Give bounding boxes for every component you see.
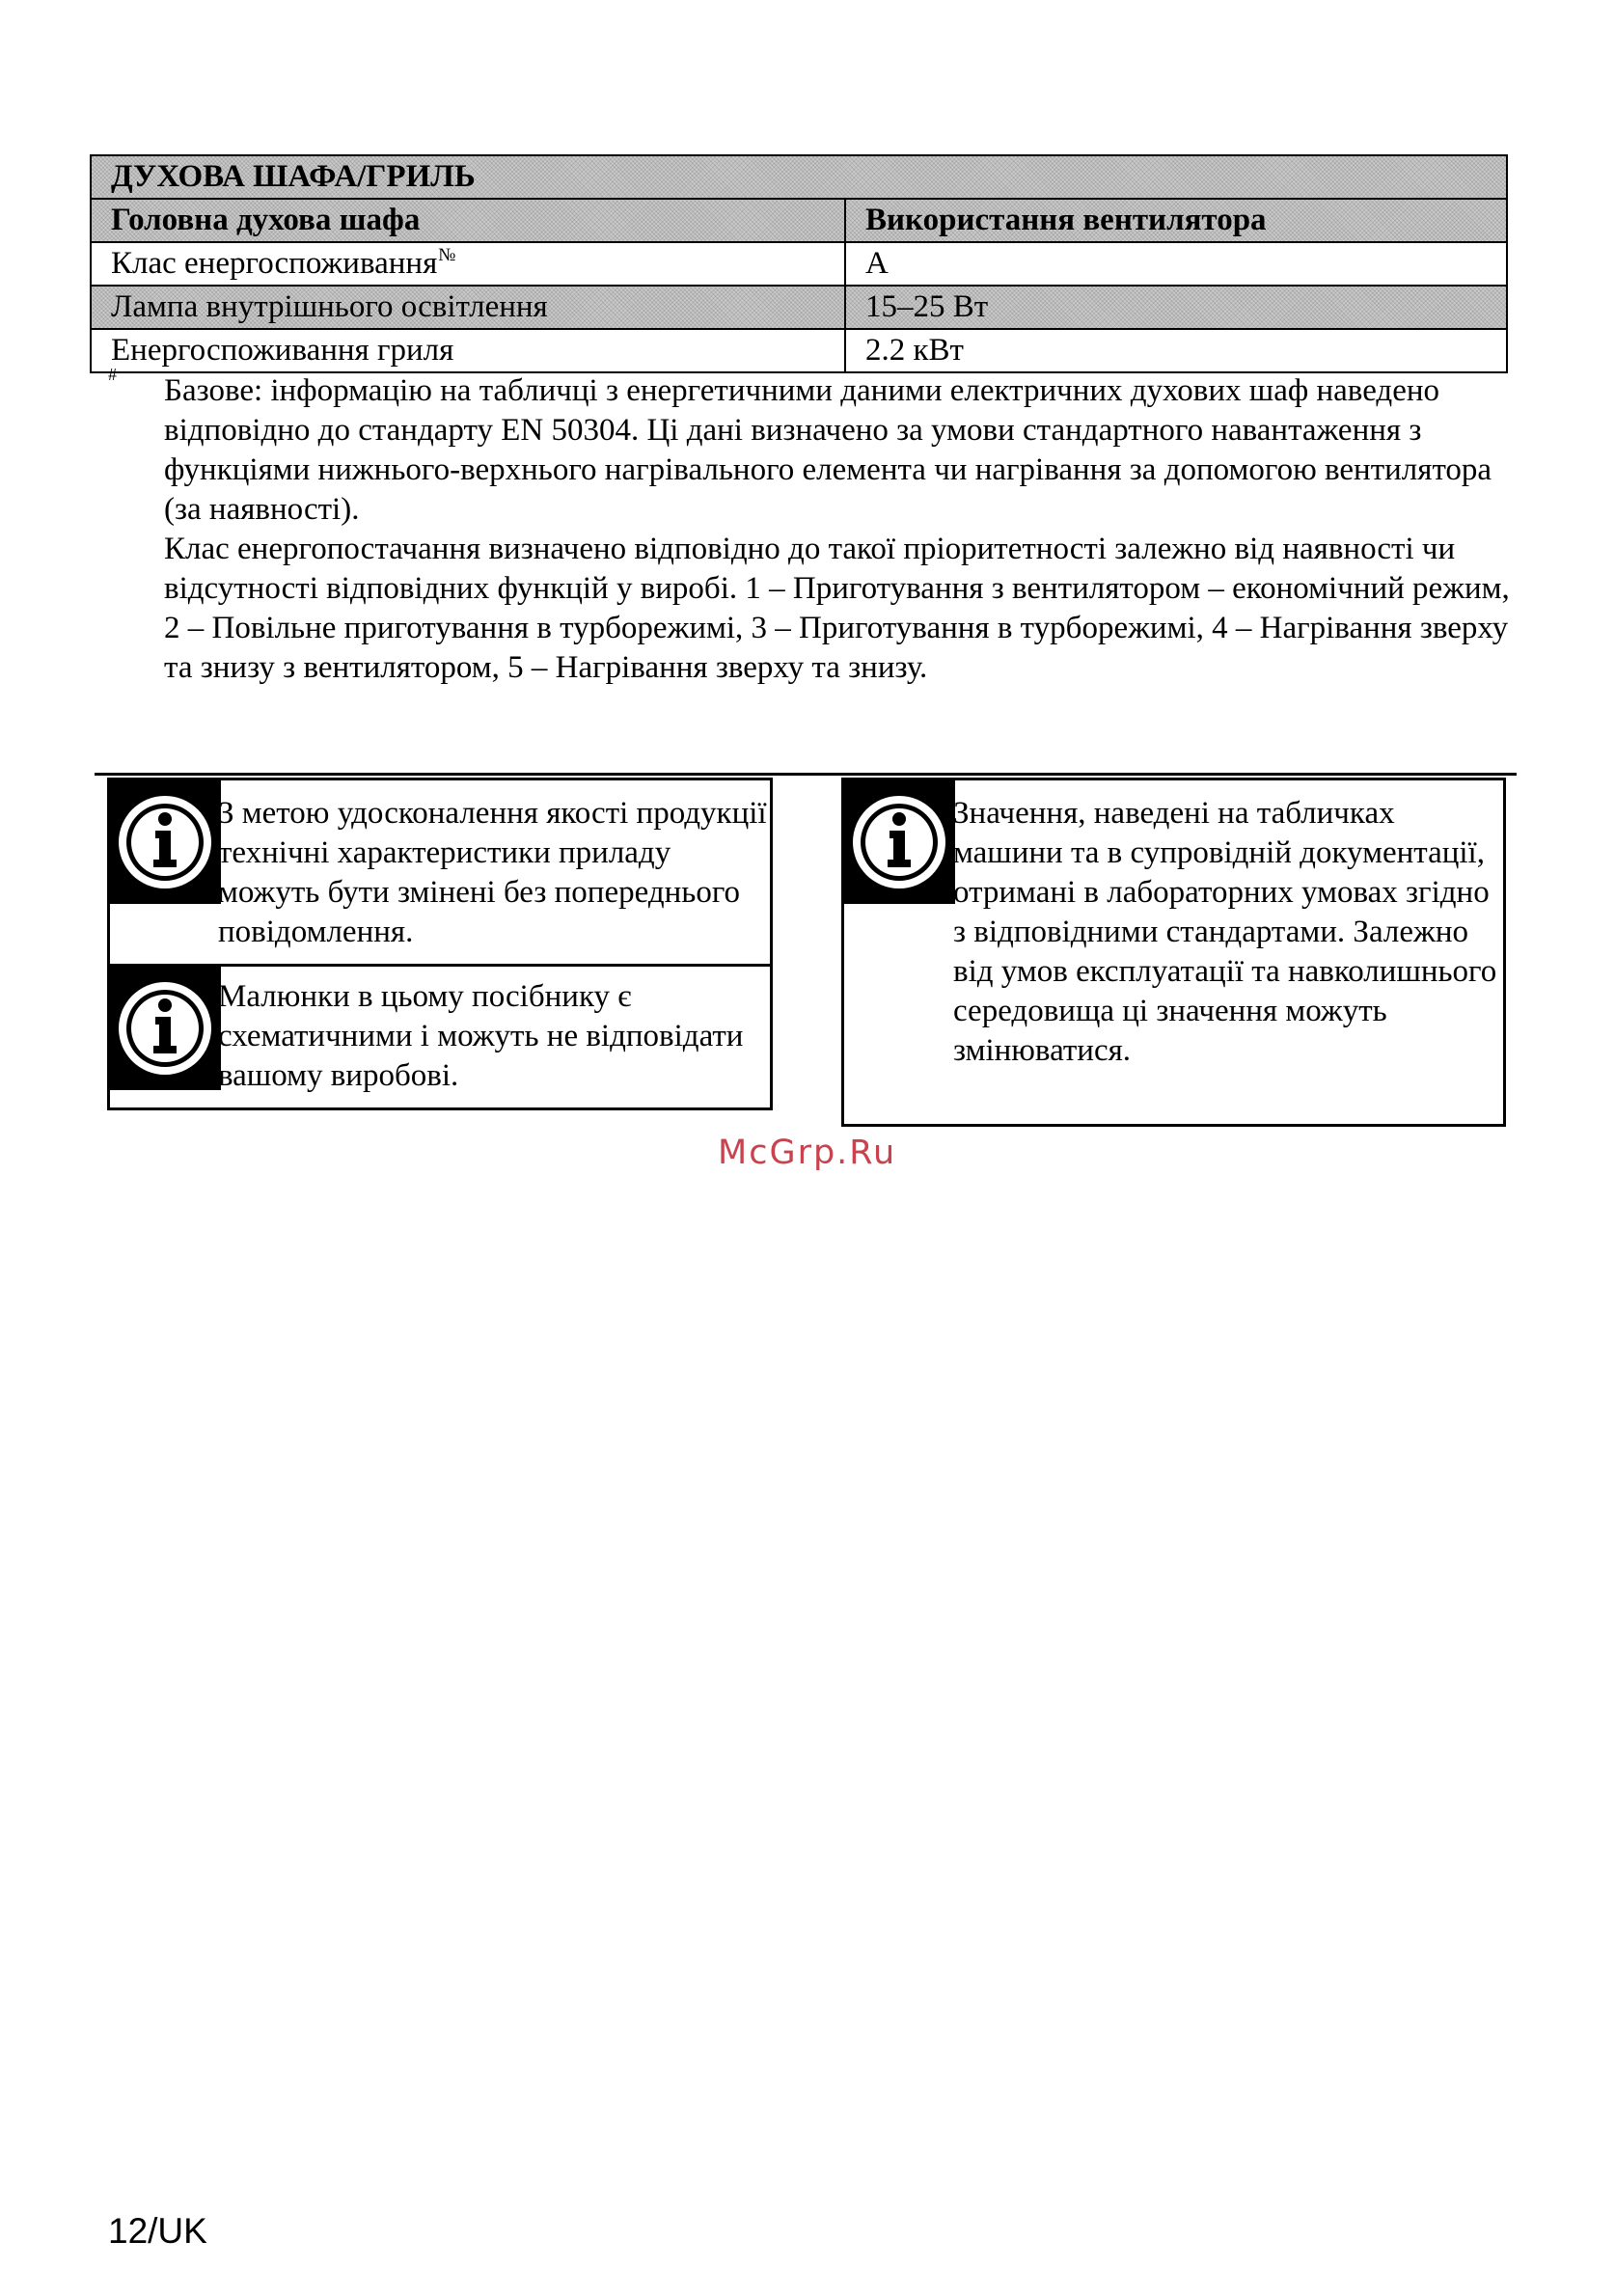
header-right: Використання вентилятора (845, 199, 1507, 242)
divider (95, 773, 1517, 776)
note-drawings-text: Малюнки в цьому посібнику є схематичними і можуть не відповідати вашому виробові. (218, 979, 744, 1093)
note-quality (107, 778, 773, 967)
row-label: Лампа внутрішнього освітлення (91, 286, 845, 329)
note-values (841, 778, 1506, 1127)
row-value: 15–25 Вт (845, 286, 1507, 329)
info-icon (110, 967, 221, 1090)
spec-table (90, 154, 1508, 373)
table-row (91, 329, 1507, 372)
note-quality-text: З метою удосконалення якості продукції технічні характеристики приладу можуть бути змінені без попереднього повідомлення. (218, 796, 767, 949)
table-row (91, 242, 1507, 286)
watermark: McGrp.Ru (718, 1134, 897, 1172)
note-values-text: Значення, наведені на табличках машини та в супровідній документації, отримані в лабораторних умовах згідно з відповідними стандартами. Залежно від умов експлуатації та навколишнього середовища ці значення можуть змінюватися. (953, 796, 1497, 1068)
table-title: ДУХОВА ШАФА/ГРИЛЬ (91, 155, 1507, 199)
header-left: Головна духова шафа (91, 199, 845, 242)
row-label: Клас енергоспоживання№ (91, 242, 845, 286)
info-icon (110, 780, 221, 904)
table-header-row (91, 199, 1507, 242)
row-value: A (845, 242, 1507, 286)
table-row (91, 286, 1507, 329)
info-icon (844, 780, 955, 904)
note-drawings (107, 964, 773, 1110)
footnote-mark: # (108, 365, 117, 384)
footnote-reference: № (438, 244, 456, 265)
page-number: 12/UK (108, 2211, 207, 2251)
footnote-paragraph-2: Клас енергопостачання визначено відповідно до такої пріоритетності залежно від наявності чи відсутності відповідних функцій у виробі. 1 – Приготування з вентилятором – економічний режим, 2 – Повільне приготування в турборежимі, 3 – Приготування в турборежимі, 4 – Нагрівання зверху та знизу з вентилятором, 5 – Нагрівання зверху та знизу. (164, 532, 1510, 685)
footnote (164, 371, 1515, 688)
row-label: Енергоспоживання гриля (91, 329, 845, 372)
row-value: 2.2 кВт (845, 329, 1507, 372)
table-title-row (91, 155, 1507, 199)
footnote-paragraph-1: Базове: інформацію на табличці з енергетичними даними електричних духових шаф наведено відповідно до стандарту EN 50304. Ці дані визначено за умови стандартного навантаження з функціями нижнього-верхнього нагрівального елемента чи нагрівання за допомогою вентилятора (за наявності). (164, 373, 1492, 527)
